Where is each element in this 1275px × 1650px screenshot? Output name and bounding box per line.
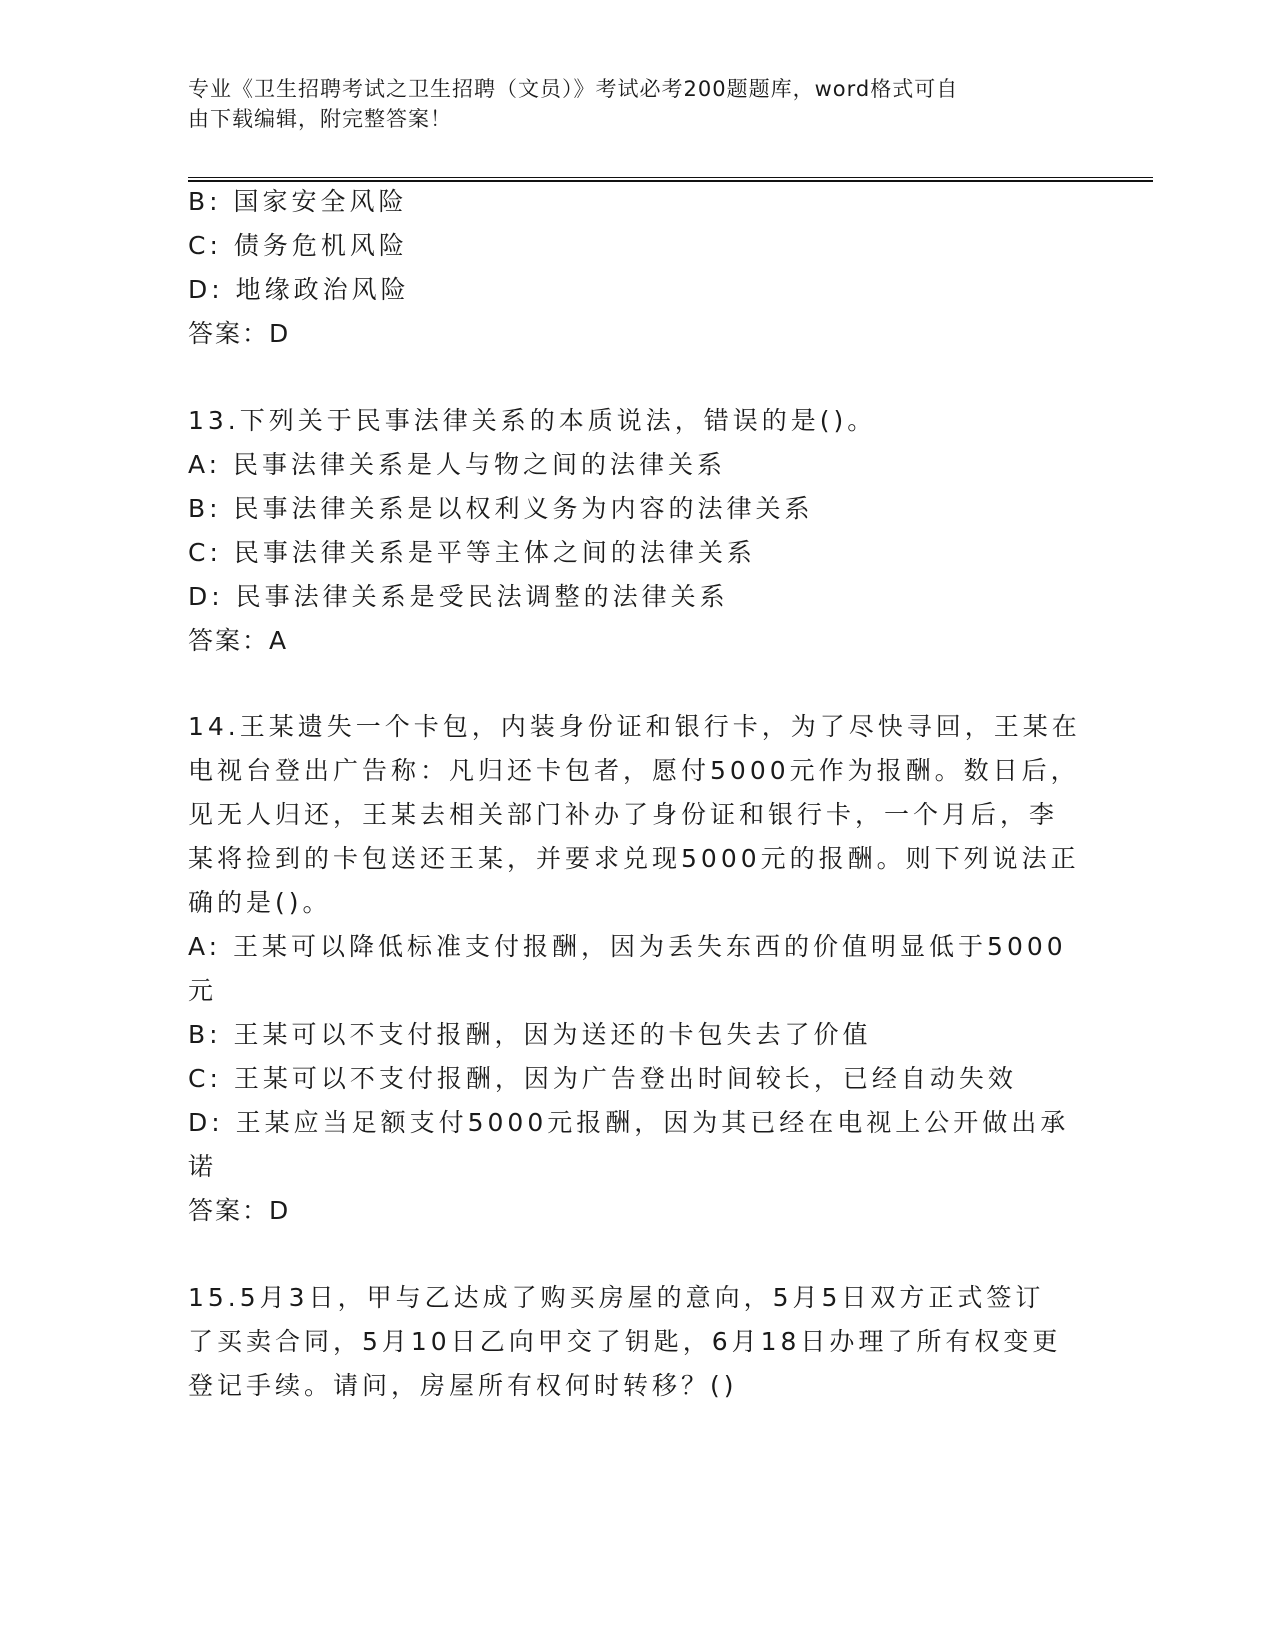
- q14-stem-line-3: 见无人归还，王某去相关部门补办了身份证和银行卡，一个月后，李: [188, 800, 1059, 829]
- q14-stem-line-5: 确的是()。: [188, 888, 332, 917]
- q14-option-b: B: 王某可以不支付报酬，因为送还的卡包失去了价值: [188, 1020, 872, 1049]
- q14-option-d-line-1: D: 王某应当足额支付5000元报酬，因为其已经在电视上公开做出承: [188, 1108, 1070, 1137]
- q15-stem-line-1: 15.5月3日，甲与乙达成了购买房屋的意向，5月5日双方正式签订: [188, 1283, 1045, 1312]
- q12-option-b: B: 国家安全风险: [188, 187, 408, 216]
- header-divider: [188, 177, 1153, 182]
- q15-stem-line-2: 了买卖合同，5月10日乙向甲交了钥匙，6月18日办理了所有权变更: [188, 1327, 1062, 1356]
- q14-option-a-line-1: A: 王某可以降低标准支付报酬，因为丢失东西的价值明显低于5000: [188, 932, 1067, 961]
- q12-answer: 答案：D: [188, 319, 291, 348]
- q14-option-d-line-2: 诺: [188, 1152, 218, 1181]
- q13-option-c: C: 民事法律关系是平等主体之间的法律关系: [188, 538, 756, 567]
- q14-answer: 答案：D: [188, 1196, 291, 1225]
- q13-option-d: D: 民事法律关系是受民法调整的法律关系: [188, 582, 729, 611]
- q12-option-d: D: 地缘政治风险: [188, 275, 410, 304]
- q12-option-c: C: 债务危机风险: [188, 231, 408, 260]
- q14-option-c: C: 王某可以不支付报酬，因为广告登出时间较长，已经自动失效: [188, 1064, 1017, 1093]
- q14-stem-line-4: 某将捡到的卡包送还王某，并要求兑现5000元的报酬。则下列说法正: [188, 844, 1080, 873]
- q15-stem-line-3: 登记手续。请问，房屋所有权何时转移？(): [188, 1371, 738, 1400]
- q14-stem-line-2: 电视台登出广告称：凡归还卡包者，愿付5000元作为报酬。数日后，: [188, 756, 1080, 785]
- q14-stem-line-1: 14.王某遗失一个卡包，内装身份证和银行卡，为了尽快寻回，王某在: [188, 712, 1081, 741]
- q13-stem: 13.下列关于民事法律关系的本质说法，错误的是()。: [188, 406, 877, 435]
- q13-option-a: A: 民事法律关系是人与物之间的法律关系: [188, 450, 727, 479]
- q14-option-a-line-2: 元: [188, 976, 218, 1005]
- document-header: [188, 74, 1068, 134]
- q13-answer: 答案：A: [188, 626, 289, 655]
- header-line-1: 专业《卫生招聘考试之卫生招聘（文员）》考试必考200题题库，word格式可自: [188, 77, 959, 101]
- q13-option-b: B: 民事法律关系是以权利义务为内容的法律关系: [188, 494, 814, 523]
- header-line-2: 由下载编辑，附完整答案！: [188, 107, 452, 131]
